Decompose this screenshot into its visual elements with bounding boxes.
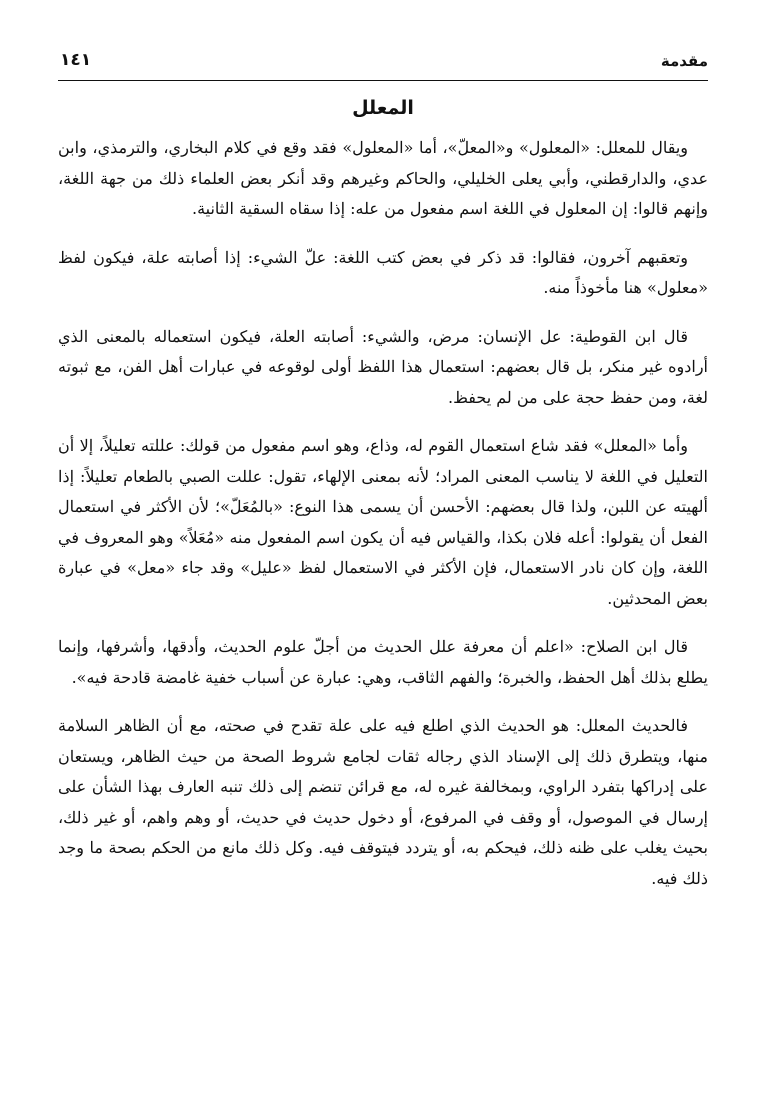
header-section-name: مقدمة — [660, 52, 708, 70]
running-header — [58, 40, 708, 81]
book-page — [58, 40, 708, 912]
paragraph-2: وتعقبهم آخرون، فقالوا: قد ذكر في بعض كتب اللغة: علّ الشيء: إذا أصابته علة، فيكون لفظ «معلول» هنا مأخوذاً منه. — [58, 247, 708, 297]
paragraph-3: قال ابن القوطية: عل الإنسان: مرض، والشيء: أصابته العلة، فيكون استعماله بالمعنى الذي أرادوه غير منكر، بل قال بعضهم: استعمال هذا اللفظ أولى لوقوعه في عبارات أهل الفن، مع ثبوته لغة، ومن حفظ حجة على من لم يحفظ. — [58, 326, 708, 407]
paragraph-1: ويقال للمعلل: «المعلول» و«المعلّ»، أما «المعلول» فقد وقع في كلام البخاري، والترمذي، وابن عدي، والدارقطني، وأبي يعلى الخليلي، والحاكم وغيرهم وقد أنكر بعض العلماء ذلك من جهة اللغة، وإنهم قالوا: إن المعلول في اللغة اسم مفعول من عله: إذا سقاه السقية الثانية. — [58, 138, 708, 218]
paragraph-4: وأما «المعلل» فقد شاع استعمال القوم له، وذاع، وهو اسم مفعول من قولك: عللته تعليلاً، إلا أن التعليل في اللغة لا يناسب المعنى المراد؛ لأنه بمعنى الإلهاء، تقول: عللت الصبي بالطعام تعليلاً: إذا ألهيته عن اللبن، ولذا قال بعضهم: الأحسن أن يسمى هذا النوع: «بالمُعَلّ»؛ لأن الأكثر في استعمال الفعل أن يقولوا: أعله فلان بكذا، والقياس فيه أن يكون اسم المفعول منه «مُعَلاً» وهو المعروف في اللغة، وإن كان نادر الاستعمال، فإن الأكثر في الاستعمال لفظ «عليل» وقد جاء «معل» في عبارة بعض المحدثين. — [58, 436, 708, 608]
paragraph-6: فالحديث المعلل: هو الحديث الذي اطلع فيه على علة تقدح في صحته، مع أن الظاهر السلامة منها، ويتطرق ذلك إلى الإسناد الذي رجاله ثقات لجامع شروط الصحة من حيث الظاهر، ويستعان على إدراكها بتفرد الراوي، وبمخالفة غيره له، مع قرائن تنضم إلى ذلك تنبه العارف بهذا الشأن على إرسال في الموصول، أو وقف في المرفوع، أو دخول حديث في حديث، أو وهم واهم، أو غير ذلك، بحيث يغلب على ظنه ذلك، فيحكم به، أو يتردد فيتوقف فيه. وكل ذلك مانع من الحكم بصحة ما وجد ذلك فيه. — [58, 716, 708, 888]
section-title: المعلل — [352, 97, 414, 119]
page-number: ١٤١ — [60, 50, 92, 70]
paragraph-5: قال ابن الصلاح: «اعلم أن معرفة علل الحديث من أجلّ علوم الحديث، وأدقها، وأشرفها، وإنما يطلع بذلك أهل الحفظ، والخبرة؛ والفهم الثاقب، وهي: عبارة عن أسباب خفية غامضة قادحة فيه». — [58, 637, 708, 687]
